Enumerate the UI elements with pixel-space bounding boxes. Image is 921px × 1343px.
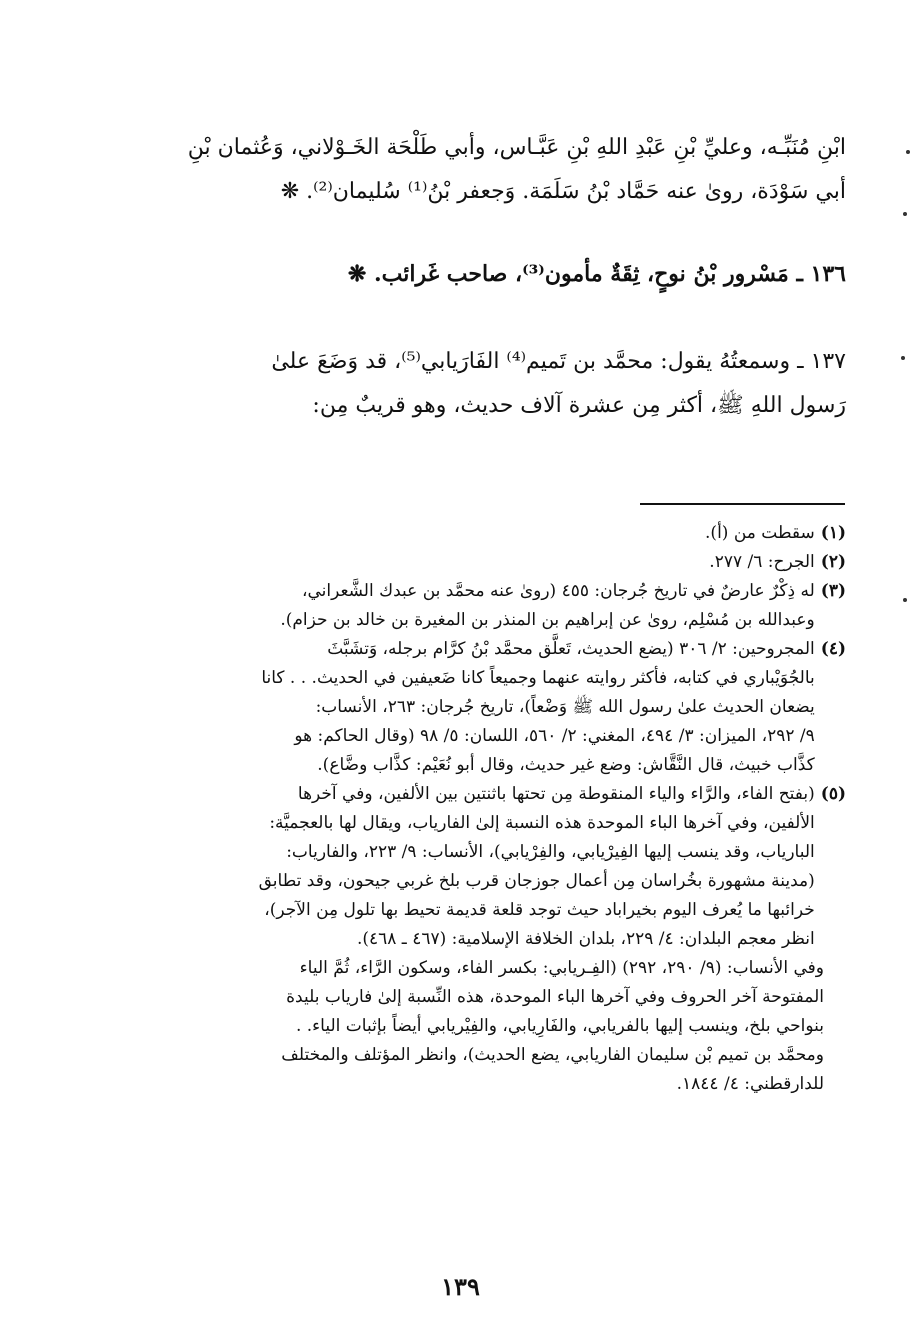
text-line: ١٣٧ ـ وسمعتُهُ يقول: محمَّد بن تَميم⁽⁴⁾ الفَارَيابي⁽⁵⁾، قد وَضَعَ علىٰ [271,349,846,374]
footnote-line: الألفين، وفي آخرها الباء الموحدة هذه النسبة إلىٰ الفارياب، ويقال لها بالعجميَّة: [269,813,815,833]
footnote-line: له ذِكْرٌ عارضٌ في تاريخ جُرجان: ٤٥٥ (روىٰ عنه محمَّد بن عبدك الشَّعراني، [301,581,815,601]
footnote-line: سقطت من (أ). [705,523,815,543]
footnote-line: يضعان الحديث علىٰ رسول الله ﷺ وَضْعاً)، تاريخ جُرجان: ٢٦٣، الأنساب: [315,697,815,717]
footnote-line: وفي الأنساب: (٩/ ٢٩٠، ٢٩٢) (الفِـريابي: بكسر الفاء، وسكون الرَّاء، ثُمَّ الياء [299,958,824,978]
footnote-line: الباریاب، وقد ينسب إليها الفِيرْيابي، والفِرْيابي)، الأنساب: ٩/ ٢٢٣، والفارياب: [286,842,815,862]
text-line: رَسول اللهِ ﷺ، أكثر مِن عشرة آلاف حديث، وهو قريبٌ مِن: [312,393,846,418]
footnote-number: (٢) [820,552,846,572]
text-line: ١٣٦ ـ مَسْرور بْنُ نوحٍ، ثِقَةٌ مأمون⁽³⁾، صاحب غَرائب. ❋ [347,261,846,287]
footnote-line: (مدينة مشهورة بخُراسان مِن أعمال جوزجان قرب بلخ غربي جيحون، وقد تطابق [258,871,815,891]
footnote-line: ومحمَّد بن تميم بْن سليمان الفاريابي، يضع الحديث)، وانظر المؤتلف والمختلف [281,1045,824,1065]
footnote-number: (٥) [820,784,846,804]
footnotes [150,519,846,1099]
footnote-line: كذَّاب خبيث، قال النَّقَّاش: وضع غير حديث، وقال أبو نُعَيْم: كذَّاب وضَّاع). [317,755,815,775]
footnote-number: (١) [820,523,846,543]
footnote-line: بالجُوَيْباري في كتابه، فأكثر روايته عنهما وجميعاً كانا ضَعيفين في الحديث. . . كانا [261,668,815,688]
footnote-line: انظر معجم البلدان: ٤/ ٢٢٩، بلدان الخلافة الإسلامية: (٤٦٧ ـ ٤٦٨). [356,929,815,949]
footnote-line: للدارقطني: ٤/ ١٨٤٤. [676,1074,824,1094]
footnote-separator [640,503,845,505]
footnote-line: المفتوحة آخر الحروف وفي آخرها الباء الموحدة، هذه النِّسبة إلىٰ فارياب بليدة [286,987,824,1007]
footnote-line: وعبدالله بن مُسْلِم، روىٰ عن إبراهيم بن المنذر بن المغيرة بن خالد بن حزام). [280,610,815,630]
margin-dot [903,212,907,216]
footnote-line: خرائبها ما يُعرف اليوم بخيراباد حيث توجد قلعة قديمة تحيط بها تلول مِن الآجر)، [264,900,815,920]
footnote-line: ٩/ ٢٩٢، الميزان: ٣/ ٤٩٤، المغني: ٢/ ٥٦٠، اللسان: ٥/ ٩٨ (وقال الحاكم: هو [294,726,815,746]
entry-136 [150,252,846,296]
margin-dot [901,356,905,360]
footnote-1 [150,519,846,548]
footnote-2 [150,548,846,577]
footnote-number: (٤) [820,639,846,659]
footnote-4 [150,635,846,780]
page-number: ١٣٩ [441,1272,480,1301]
footnote-line: الجرح: ٦/ ٢٧٧. [709,552,815,572]
footnote-number: (٣) [820,581,846,601]
footnote-line: (بفتح الفاء، والرَّاء والياء المنقوطة مِن تحتها باثنتين بين الألفين، وفي آخرها [297,784,815,804]
footnote-line: المجروحين: ٢/ ٣٠٦ (يضع الحديث، تَعلَّق محمَّد بْنُ كرَّام برجله، وَتشَبَّثَ [327,639,815,659]
text-line: ابْنِ مُنَبِّـه، وعليِّ بْنِ عَبْدِ اللهِ بْنِ عَبَّـاس، وأبي طَلْحَة الخَـوْلاني، وَعُثمان بْنِ [187,135,846,160]
entry-137 [150,340,846,428]
footnote-5-continuation [150,954,846,1099]
margin-dot [906,150,910,154]
footnote-3 [150,577,846,635]
entry-135-continuation [150,126,846,214]
margin-dot [903,598,907,602]
footnote-5 [150,780,846,954]
footnote-line: بنواحي بلخ، وينسب إليها بالفريابي، والفَارِيابي، والفِيْريابي أيضاً بإثبات الياء. . [295,1016,824,1036]
text-line: أبي سَوْدَة، روىٰ عنه حَمَّاد بْنُ سَلَمَة. وَجعفر بْنُ⁽¹⁾ سُليمان⁽²⁾. ❋ [280,179,846,204]
